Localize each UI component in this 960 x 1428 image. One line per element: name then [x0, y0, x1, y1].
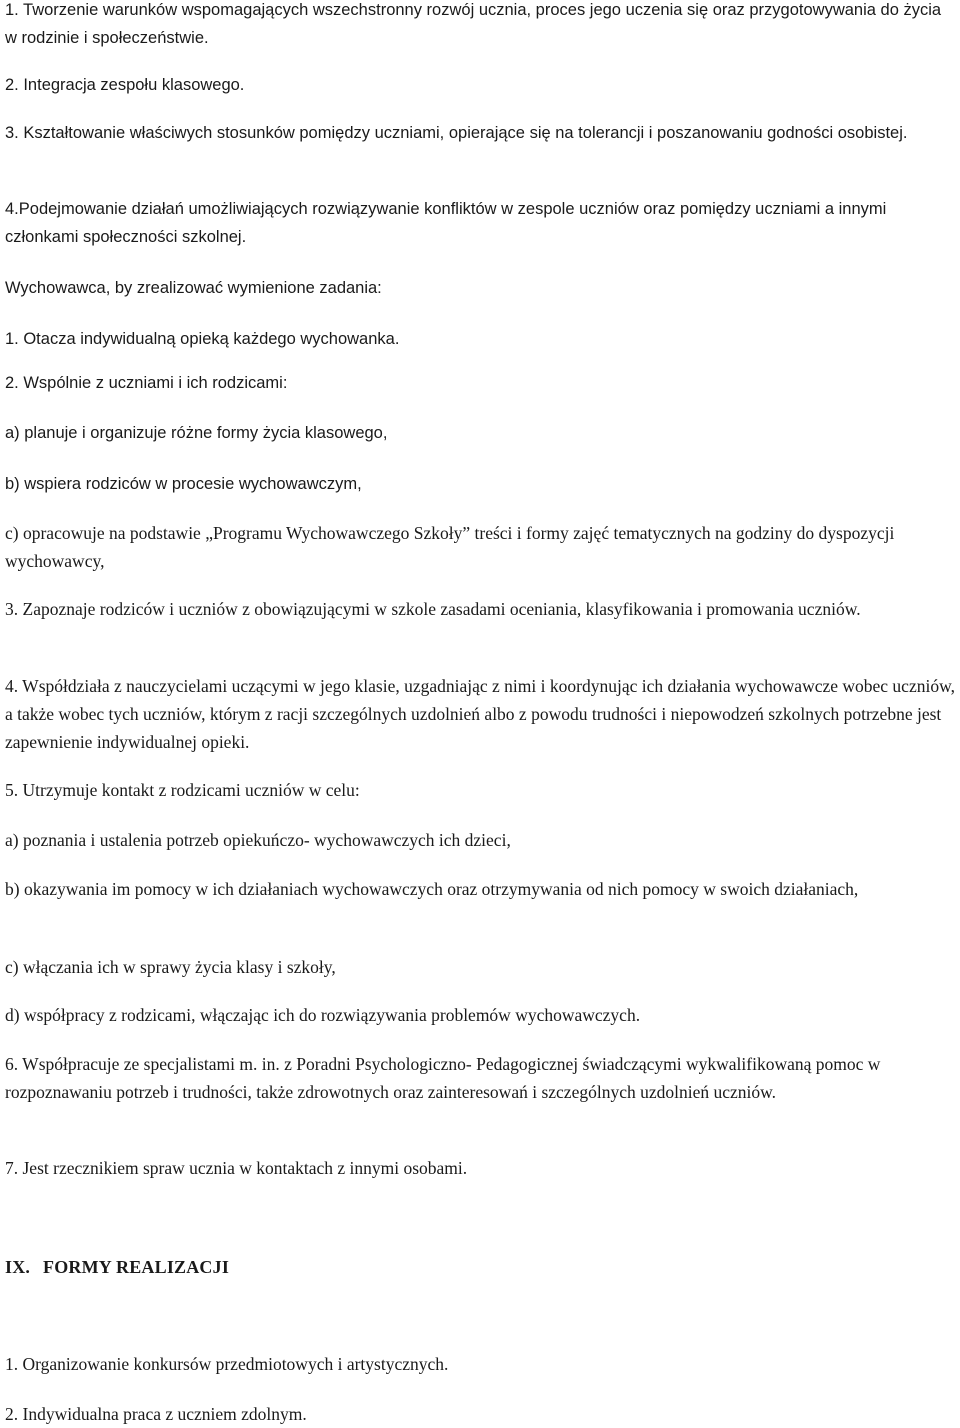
duty-item-5c: c) włączania ich w sprawy życia klasy i szkoły,: [5, 957, 336, 977]
form-item-2: 2. Indywidualna praca z uczniem zdolnym.: [5, 1404, 307, 1424]
duty-item-5d: d) współpracy z rodzicami, włączając ich do rozwiązywania problemów wychowawczych.: [5, 1005, 641, 1025]
section-title: FORMY REALIZACJI: [43, 1257, 230, 1277]
task-item-3: 3. Kształtowanie właściwych stosunków pomiędzy uczniami, opierające się na tolerancji i poszanowaniu godności osobistej.: [5, 124, 908, 142]
duty-item-6: 6. Współpracuje ze specjalistami m. in. z Poradni Psychologiczno- Pedagogicznej świadczącymi wykwalifikowaną pomoc w rozpoznawaniu potrzeb i trudności, także zdrowotnych oraz zainteresowań i szczególnych uzdolnień uczniów.: [5, 1054, 881, 1102]
duty-item-3: 3. Zapoznaje rodziców i uczniów z obowiązującymi w szkole zasadami oceniania, klasyfikowania i promowania uczniów.: [5, 599, 861, 619]
task-item-4: 4.Podejmowanie działań umożliwiających rozwiązywanie konfliktów w zespole uczniów oraz pomiędzy uczniami a innymi członkami społeczności szkolnej.: [5, 200, 887, 246]
form-item-1: 1. Organizowanie konkursów przedmiotowych i artystycznych.: [5, 1354, 449, 1374]
duty-item-7: 7. Jest rzecznikiem spraw ucznia w kontaktach z innymi osobami.: [5, 1158, 468, 1178]
duty-item-4: 4. Współdziała z nauczycielami uczącymi w jego klasie, uzgadniając z nimi i koordynując ich działania wychowawcze wobec uczniów, a także wobec tych uczniów, którym z racji szczególnych uzdolnień albo z powodu trudności i niepowodzeń szkolnych potrzebne jest zapewnienie indywidualnej opieki.: [5, 676, 955, 752]
duty-item-1: 1. Otacza indywidualną opieką każdego wychowanka.: [5, 330, 400, 348]
duty-item-2b: b) wspiera rodziców w procesie wychowawczym,: [5, 475, 362, 493]
lead-in-text: Wychowawca, by zrealizować wymienione zadania:: [5, 279, 382, 297]
duty-item-5a: a) poznania i ustalenia potrzeb opiekuńczo- wychowawczych ich dzieci,: [5, 830, 511, 850]
section-number: IX.: [5, 1257, 31, 1277]
duty-item-2a: a) planuje i organizuje różne formy życia klasowego,: [5, 424, 388, 442]
section-heading: [5, 1253, 957, 1281]
task-item-2: 2. Integracja zespołu klasowego.: [5, 76, 245, 94]
task-item-1: 1. Tworzenie warunków wspomagających wszechstronny rozwój ucznia, proces jego uczenia się oraz przygotowywania do życia w rodzinie i społeczeństwie.: [5, 1, 942, 47]
duty-item-5: 5. Utrzymuje kontakt z rodzicami uczniów w celu:: [5, 780, 360, 800]
duty-item-5b: b) okazywania im pomocy w ich działaniach wychowawczych oraz otrzymywania od nich pomocy w swoich działaniach,: [5, 879, 859, 899]
duty-item-2: 2. Wspólnie z uczniami i ich rodzicami:: [5, 374, 288, 392]
duty-item-2c: c) opracowuje na podstawie „Programu Wychowawczego Szkoły” treści i formy zajęć tematycznych na godziny do dyspozycji wychowawcy,: [5, 523, 895, 571]
